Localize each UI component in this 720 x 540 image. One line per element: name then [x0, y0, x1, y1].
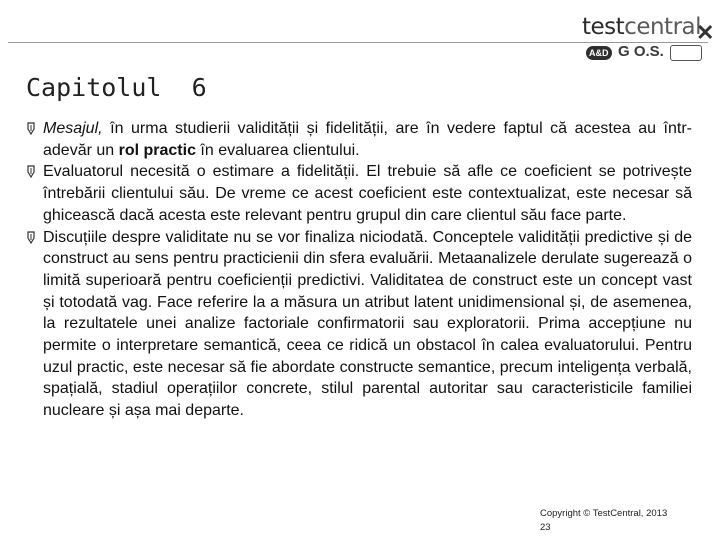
bullet-item	[24, 118, 692, 161]
slide-content	[24, 118, 692, 422]
logo-wordmark	[582, 12, 701, 42]
bullet-flag-icon	[26, 231, 36, 244]
bullet-text: Discuțiile despre validitate nu se vor finaliza niciodată. Conceptele validității predictive și de construct au sens pentru practicienii din sfera evaluării. Metaanalizele derulate sugerează o limită superioară pentru coeficienții predictivi. Validitatea de construct este un concept vast și totodată vag. Face referire la a măsura un atribut latent unidimensional și, de asemenea, la rezultatele unei analize factoriale confirmatorii sau exploratorii. Prima accepțiune nu permite o interpretare semantică, ceea ce ridică un obstacol în calea evaluatorului. Pentru uzul practic, este necesar să fie abordate constructe semantice, precum inteligența verbală, spațială, stadiul operațiilor concrete, stilul parental autoritar sau caracteristicile familiei nucleare și așa mai departe.	[43, 228, 692, 420]
bullet-lead: Mesajul,	[43, 120, 103, 137]
page-title: Capitolul 6	[26, 73, 207, 102]
bullet-text-after: în evaluarea clientului.	[195, 141, 360, 159]
close-icon[interactable]: ✕	[696, 20, 715, 45]
bullet-flag-icon	[26, 165, 36, 178]
logo-word-part1: test	[582, 14, 625, 40]
copyright-text: Copyright © TestCentral, 2013	[540, 508, 668, 519]
bullet-text: în urma studierii validității și fidelității, are în vedere faptul că acestea au într-adevăr un	[43, 120, 692, 159]
logo-badge-ad: A&D	[586, 46, 612, 60]
logo-badge-book	[670, 45, 702, 61]
footer	[540, 507, 667, 535]
logo-badge-gos: G O.S.	[618, 43, 664, 60]
bullet-item	[24, 227, 692, 422]
testcentral-logo	[582, 12, 710, 66]
page-number: 23	[540, 522, 551, 533]
bullet-text: Evaluatorul necesită o estimare a fidelității. El trebuie să afle ce coeficient se potrivește întrebării clientului său. De vreme ce acest coeficient este contextualizat, este necesar să ghicească dacă acesta este relevant pentru grupul din care clientul său face parte.	[43, 163, 692, 224]
bullet-emphasis: rol practic	[118, 141, 196, 159]
logo-word-part2: central	[624, 14, 702, 40]
bullet-flag-icon	[26, 122, 36, 135]
bullet-item	[24, 161, 692, 226]
